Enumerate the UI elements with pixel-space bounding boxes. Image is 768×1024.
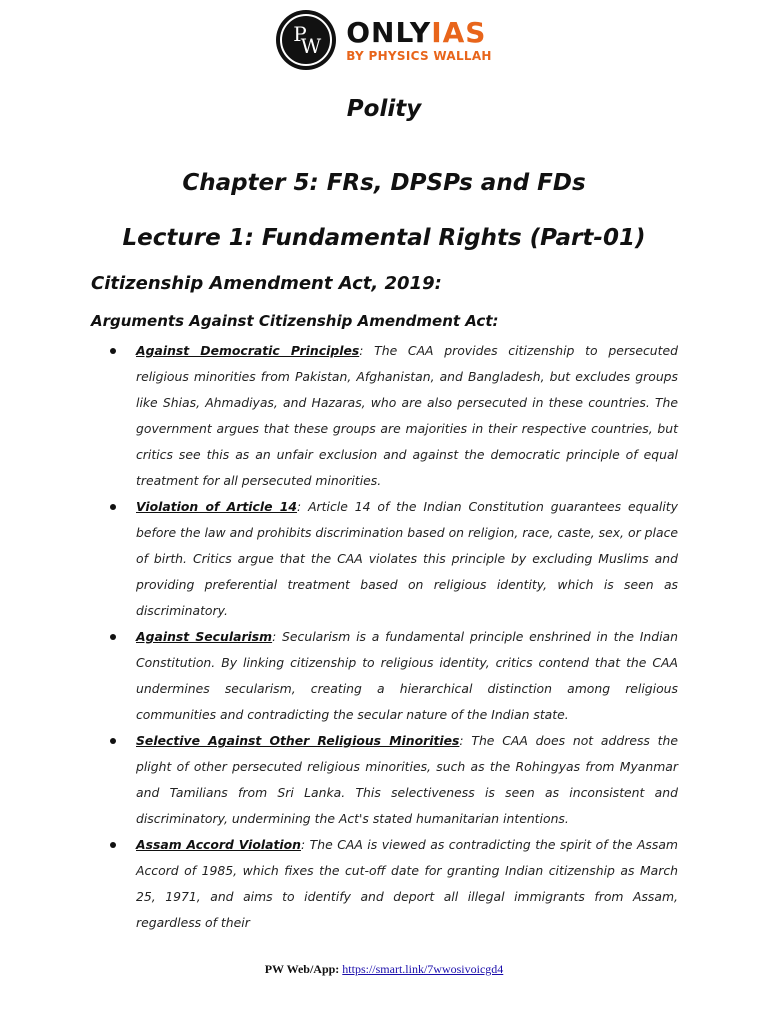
chapter-title: Chapter 5: FRs, DPSPs and FDs — [182, 170, 586, 196]
list-item — [110, 338, 678, 494]
brand-name — [346, 15, 492, 49]
bullet-text: : The CAA provides citizenship to persecuted religious minorities from Pakistan, Afghanistan, and Bangladesh, but excludes groups like Shias, Ahmadiyas, and Hazaras, who are also persecuted in these countries. The government argues that these groups are majorities in their respective countries, but critics see this as an unfair exclusion and against the democratic principle of equal treatment for all persecuted minorities. — [136, 343, 679, 488]
bullet-text: : The CAA does not address the plight of other persecuted religious minorities, such as the Rohingyas from Myanmar and Tamilians from Sri Lanka. This selectiveness is seen as inconsistent and discriminatory, undermining the Act's stated humanitarian intentions. — [136, 733, 678, 826]
bullet-term: Against Democratic Principles — [136, 343, 360, 358]
bullet-text: : The CAA is viewed as contradicting the spirit of the Assam Accord of 1985, which fixes the cut-off date for granting Indian citizenship as March 25, 1971, and aims to identify and deport all illegal immigrants from Assam, regardless of their — [136, 837, 679, 930]
brand-name-accent: IAS — [431, 15, 487, 49]
bullet-term: Selective Against Other Religious Minorities — [136, 733, 460, 748]
bullet-icon — [110, 738, 116, 744]
bullet-term: Against Secularism — [136, 629, 273, 644]
list-item — [110, 832, 678, 936]
bullet-term: Assam Accord Violation — [136, 837, 301, 852]
list-item — [110, 494, 678, 624]
bullet-text: : Article 14 of the Indian Constitution guarantees equality before the law and prohibits discrimination based on religion, race, caste, sex, or place of birth. Critics argue that the CAA violates this principle by excluding Muslims and providing preferential treatment based on religious identity, which is seen as discriminatory. — [136, 499, 679, 618]
bullet-text: : Secularism is a fundamental principle enshrined in the Indian Constitution. By linking citizenship to religious identity, critics contend that the CAA undermines secularism, creating a hierarchical distinction among religious communities and contradicting the secular nature of the Indian state. — [136, 629, 678, 722]
bullet-icon — [110, 842, 116, 848]
brand-wordmark — [346, 15, 492, 63]
footer — [0, 962, 768, 977]
section-heading: Citizenship Amendment Act, 2019: — [91, 273, 442, 294]
brand-tagline: BY PHYSICS WALLAH — [346, 48, 492, 63]
list-item — [110, 624, 678, 728]
footer-label: PW Web/App: — [264, 962, 340, 976]
bullet-icon — [110, 504, 116, 510]
subject-title: Polity — [346, 96, 422, 122]
brand-name-prefix: ONLY — [346, 15, 432, 49]
bullet-icon — [110, 634, 116, 640]
section-subheading: Arguments Against Citizenship Amendment Act: — [91, 312, 499, 330]
header-logo — [0, 8, 768, 72]
bullet-term: Violation of Article 14 — [136, 499, 298, 514]
arguments-list — [110, 338, 678, 936]
footer-link[interactable]: https://smart.link/7wwosivoicgd4 — [342, 962, 504, 976]
lecture-title: Lecture 1: Fundamental Rights (Part-01) — [122, 225, 646, 251]
bullet-icon — [110, 348, 116, 354]
pw-logo-icon: P W — [276, 10, 336, 70]
list-item — [110, 728, 678, 832]
